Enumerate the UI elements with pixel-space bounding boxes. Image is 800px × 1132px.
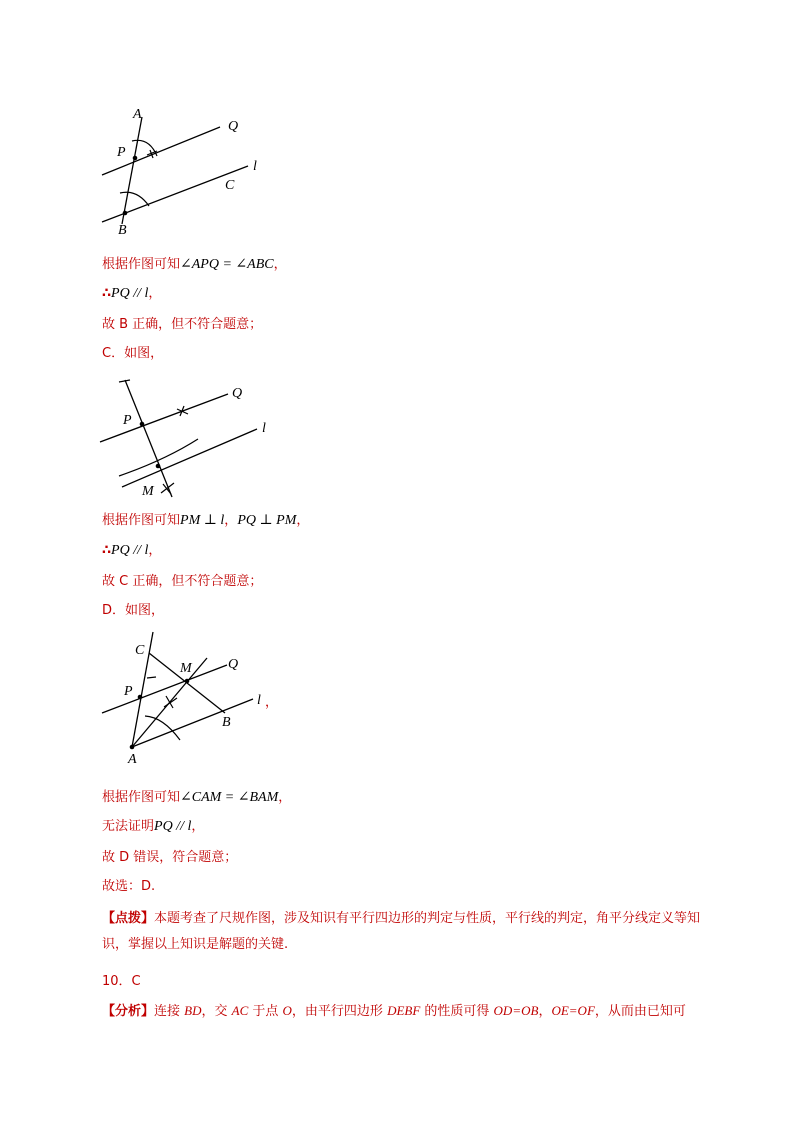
conclusion-d-2: 无法证明PQ // l，: [102, 819, 205, 834]
label-a: A: [133, 107, 142, 122]
label-m: M: [142, 484, 154, 499]
conclusion-c-2: ∴PQ // l，: [102, 543, 162, 558]
figure-c: [95, 372, 285, 502]
analysis-paragraph: 【分析】连接 BD，交 AC 于点 O，由平行四边形 DEBF 的性质可得 OD=OB，OE=OF，从而由已知可: [102, 1003, 686, 1019]
label-p: P: [117, 145, 126, 160]
figure-b: [95, 100, 275, 240]
label-b: B: [118, 223, 127, 238]
label-m: M: [180, 661, 192, 676]
conclusion-b-3: 故 B 正确，但不符合题意；: [102, 317, 263, 332]
conclusion-c-3: 故 C 正确，但不符合题意；: [102, 574, 263, 589]
label-p: P: [124, 684, 133, 699]
label-p: P: [123, 413, 132, 428]
conclusion-b-1: 根据作图可知∠APQ = ∠ABC，: [102, 257, 287, 272]
label-q: Q: [232, 386, 243, 401]
conclusion-d-1: 根据作图可知∠CAM = ∠BAM，: [102, 790, 292, 805]
label-c: C: [135, 643, 145, 658]
conclusion-c-1: 根据作图可知PM ⊥ l，PQ ⊥ PM，: [102, 513, 310, 528]
conclusion-b-2: ∴PQ // l，: [102, 286, 162, 301]
option-c-heading: C．如图，: [102, 346, 164, 361]
figure-d-comma: ，: [265, 694, 279, 709]
label-a: A: [128, 752, 137, 767]
label-b: B: [222, 715, 231, 730]
final-answer: 故选：D.: [102, 879, 156, 894]
label-l: l: [253, 159, 257, 174]
label-l: l: [262, 421, 266, 436]
label-c: C: [225, 178, 235, 193]
conclusion-d-3: 故 D 错误，符合题意；: [102, 850, 238, 865]
label-l: l: [257, 693, 261, 708]
option-d-heading: D．如图，: [102, 603, 165, 618]
figure-d: [95, 625, 285, 770]
hint-paragraph: 【点拨】本题考查了尺规作图，涉及知识有平行四边形的判定与性质，平行线的判定，角平分线定义等知识，掌握以上知识是解题的关键.: [102, 911, 701, 952]
question-10-answer: 10．C: [102, 974, 141, 989]
label-q: Q: [228, 119, 239, 134]
label-q: Q: [228, 657, 239, 672]
